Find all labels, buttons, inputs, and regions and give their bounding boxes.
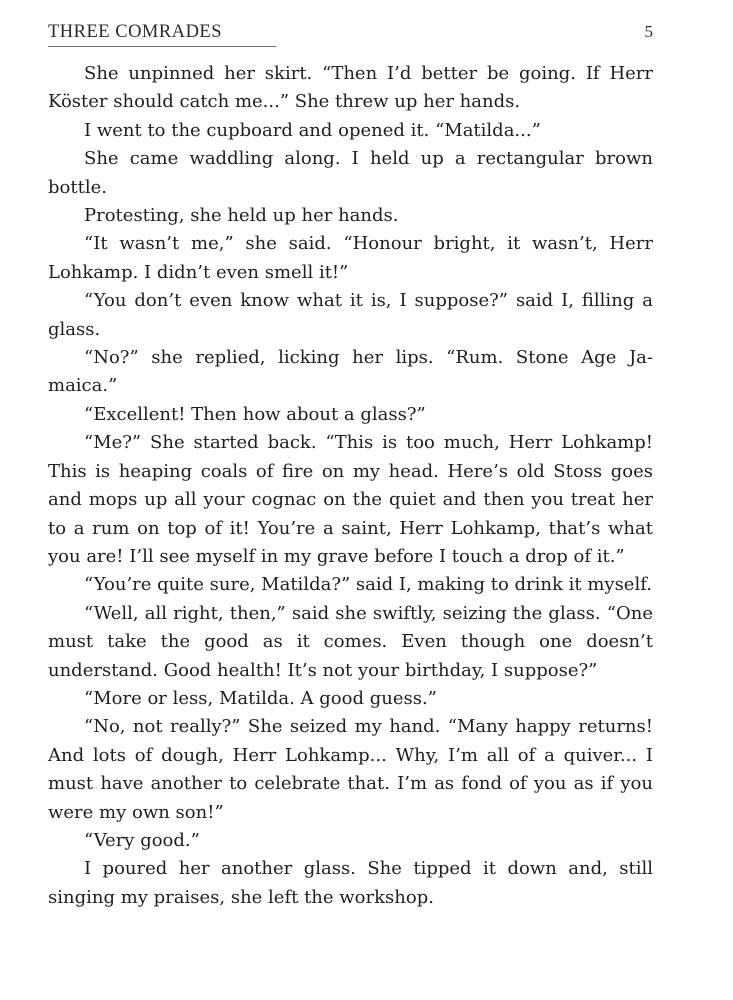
paragraph: “You don’t even know what it is, I suppose?” said I, filling a glass. [48,290,653,340]
running-head [48,20,276,47]
paragraph: She unpinned her skirt. “Then I’d better be going. If Herr Köster should catch me...” She threw up her hands. [48,63,653,113]
book-title: THREE COMRADES [48,22,223,42]
paragraph: “No?” she replied, licking her lips. “Rum. Stone Age Jamaica.” [48,347,653,397]
paragraph: “More or less, Matilda. A good guess.” [84,687,437,709]
paragraph: “Well, all right, then,” said she swiftly, seizing the glass. “One must take the good as it comes. Even though one doesn’t understand. Good health! It’s not your birthday, I suppose?” [48,602,653,681]
paragraph: “Me?” She started back. “This is too much, Herr Lohkamp! This is heaping coals of fire on my head. Here’s old Stoss goes and mops up all your cognac on the quiet and then you treat her to a rum on top of it! You’re a saint, Herr Lohkamp, that’s what you are! I’ll see myself in my grave before I touch a drop of it.” [48,432,653,567]
body-text [48,60,653,912]
paragraph: I poured her another glass. She tipped it down and, still singing my praises, she left the workshop. [48,858,653,908]
paragraph: She came waddling along. I held up a rectangular brown bottle. [48,148,653,198]
paragraph: “You’re quite sure, Matilda?” said I, making to drink it myself. [84,574,652,596]
paragraph: Protesting, she held up her hands. [84,205,399,227]
paragraph: I went to the cupboard and opened it. “Matilda...” [84,119,541,141]
paragraph: “No, not really?” She seized my hand. “Many happy returns! And lots of dough, Herr Lohkamp... Why, I’m all of a quiver... I must have another to celebrate that. I’m as fond of you as if you were my own son!” [48,716,653,823]
paragraph: “It wasn’t me,” she said. “Honour bright, it wasn’t, Herr Lohkamp. I didn’t even smell it!” [48,233,653,283]
paragraph: “Excellent! Then how about a glass?” [84,403,426,425]
paragraph: “Very good.” [84,829,200,851]
page-number: 5 [644,22,653,41]
